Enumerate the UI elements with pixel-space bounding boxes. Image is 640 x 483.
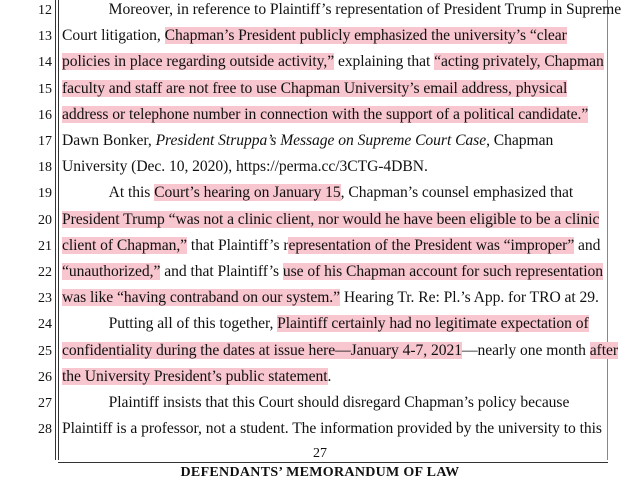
page-number: 27	[313, 446, 327, 461]
text-line	[62, 53, 607, 71]
text-line	[62, 132, 607, 150]
text-segment: University (Dec. 10, 2020), https://perma.cc/3CTG-4DBN.	[62, 158, 428, 176]
highlighted-text: Plaintiff certainly had no legitimate expectation of	[277, 315, 589, 333]
text-segment: explaining that	[334, 53, 435, 71]
line-number: 17	[38, 134, 52, 149]
line-number: 12	[38, 3, 52, 18]
highlighted-text: was like “having contraband on our system.”	[62, 289, 341, 307]
line-number: 16	[38, 107, 52, 123]
line-number: 23	[38, 291, 52, 307]
text-line	[62, 80, 607, 98]
highlighted-text: Court’s hearing on January 15	[154, 184, 341, 202]
line-number: 21	[38, 238, 52, 254]
text-segment: Hearing Tr. Re: Pl.’s App. for TRO at 29.	[340, 289, 599, 307]
line-number: 19	[38, 186, 52, 202]
highlighted-text: faculty and staff are not free to use Chapman University’s email address, physical	[62, 79, 568, 97]
highlighted-text: the University President’s public statement	[62, 367, 328, 385]
text-line	[62, 341, 618, 360]
text-segment: Plaintiff insists that this Court should disregard Chapman’s policy because	[62, 394, 570, 411]
line-number: 24	[38, 317, 52, 333]
text-segment: Moreover, in reference to Plaintiff’s representation of President Trump in Supreme	[62, 1, 622, 18]
margin-rule-left	[55, 0, 56, 460]
text-line	[62, 315, 607, 333]
line-number: 18	[38, 160, 52, 176]
highlighted-text: President Trump “was not a clinic client, nor would he have been eligible to be a clinic	[62, 210, 600, 228]
text-segment: and	[574, 236, 601, 254]
text-line	[62, 1, 622, 19]
line-number: 26	[38, 369, 52, 385]
highlighted-text: after	[589, 341, 618, 359]
line-number: 14	[38, 55, 52, 71]
text-segment: Putting all of this together,	[62, 315, 278, 333]
highlighted-text: client of Chapman,”	[62, 236, 188, 254]
text-line	[62, 263, 607, 281]
text-line	[62, 420, 607, 438]
text-segment: President Struppa’s Message on Supreme Court Case	[155, 132, 487, 149]
line-number: 27	[38, 396, 52, 411]
line-number: 28	[38, 422, 52, 438]
text-line	[62, 184, 607, 202]
margin-rule-right	[607, 0, 608, 460]
highlighted-text: use of his Chapman account for such representation	[282, 263, 603, 280]
text-line	[62, 158, 607, 176]
footer-divider	[58, 462, 608, 463]
text-line	[62, 211, 607, 229]
highlighted-text: address or telephone number in connection with the support of a political candidate.”	[62, 105, 589, 123]
text-segment: that Plaintiff’s r	[187, 236, 289, 254]
text-line	[62, 368, 607, 386]
line-number: 22	[38, 265, 52, 280]
line-number: 15	[38, 81, 52, 97]
text-segment: Plaintiff is a professor, not a student. The information provided by the university to this	[62, 420, 602, 438]
text-line	[62, 27, 607, 45]
footer-title: DEFENDANTS’ MEMORANDUM OF LAW	[180, 465, 460, 480]
highlighted-text: confidentiality during the dates at issue here—January 4-7, 2021	[62, 341, 462, 359]
highlighted-text: Chapman’s President publicly emphasized the university’s “clear	[164, 27, 567, 45]
text-segment: , Chapman	[486, 132, 554, 149]
text-segment: and that Plaintiff’s	[160, 263, 283, 280]
text-line	[62, 237, 607, 255]
line-number: 25	[38, 343, 52, 359]
text-segment: —nearly one month	[461, 341, 590, 359]
text-line	[62, 394, 607, 412]
line-number: 20	[38, 212, 52, 228]
line-number: 13	[38, 29, 52, 45]
text-segment: .	[327, 367, 332, 385]
highlighted-text: “acting privately, Chapman	[434, 53, 604, 71]
text-line	[62, 289, 607, 307]
highlighted-text: epresentation of the President was “improper”	[288, 236, 575, 254]
text-line	[62, 106, 607, 124]
highlighted-text: policies in place regarding outside activity,”	[62, 53, 335, 71]
text-segment: Court litigation,	[62, 27, 165, 45]
text-segment: , Chapman’s counsel emphasized that	[340, 184, 574, 202]
highlighted-text: “unauthorized,”	[62, 263, 161, 280]
text-segment: At this	[62, 184, 155, 202]
text-segment: Dawn Bonker,	[62, 132, 156, 149]
margin-rule-left-inner	[58, 0, 59, 460]
